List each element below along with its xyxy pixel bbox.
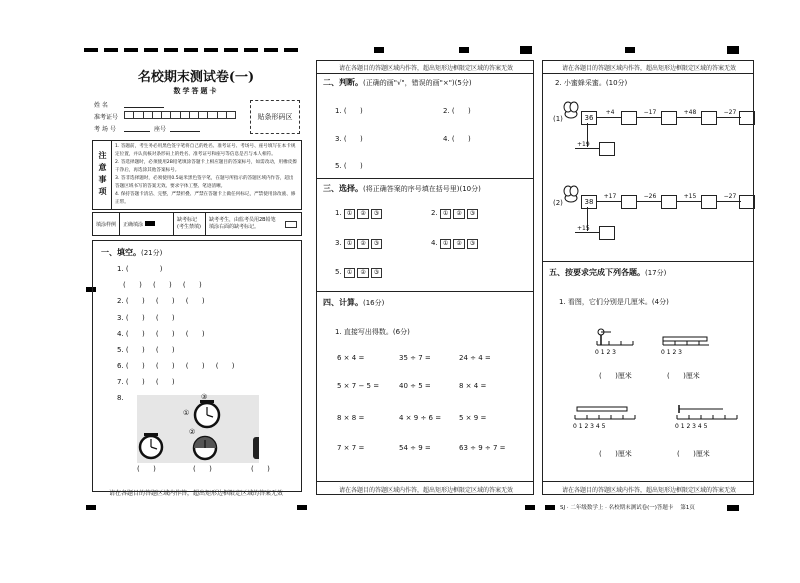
answer-box[interactable] (599, 226, 615, 240)
chain-op: +4 (605, 109, 615, 116)
timing-mark (545, 505, 555, 510)
area-warning: 请在各题目的答题区域内作答，超出矩形边框限定区域的答案无效 (108, 490, 283, 497)
q4b-title: 2. 小蜜蜂采蜜。(10分) (555, 79, 628, 87)
chain-op: +17 (603, 193, 617, 200)
q2-item[interactable]: 4. ( ) (443, 135, 471, 143)
q3-item[interactable]: 5. ① ② ③ (335, 268, 384, 278)
chain-start: 36 (581, 111, 597, 125)
notes-box (92, 140, 302, 210)
timing-mark (144, 48, 158, 52)
note-item: 3. 答非选择题时，必须使用0.5毫米黑色签字笔，在题号所指示的答题区域内作答，超出答题区域书写的答案无效。要求字体工整、笔迹清晰。 (115, 176, 294, 189)
clock-label: ② (189, 428, 196, 436)
chain-op: −26 (643, 193, 657, 200)
chain-op: +15 (683, 193, 697, 200)
q2-item[interactable]: 1. ( ) (335, 107, 363, 115)
name-label: 姓 名 (94, 102, 108, 109)
clock-picture (137, 395, 259, 463)
absent-desc: 缺考考生，由监考员用2B铅笔填涂右面的缺考标记。 (209, 217, 276, 230)
answer-box[interactable] (621, 111, 637, 125)
right-panel (542, 60, 754, 495)
notes-heading: 注意事项 (93, 141, 112, 209)
ruler-nail-icon (675, 401, 739, 435)
ruler-pin-icon (595, 323, 635, 357)
svg-text:0 1 2 3: 0 1 2 3 (595, 349, 616, 356)
id-boxes[interactable] (124, 111, 236, 119)
barcode-area (250, 100, 300, 134)
chain-op: −27 (723, 193, 737, 200)
answer-box[interactable] (739, 111, 755, 125)
cm-blank[interactable]: ( )厘米 (677, 450, 710, 458)
fill-example (92, 212, 302, 236)
chain-start: 38 (581, 195, 597, 209)
clock-label: ③ (201, 393, 208, 401)
timing-mark (459, 47, 469, 53)
q1-row[interactable]: 4. ( ) ( ) ( ) (117, 330, 205, 338)
q3-title: 三、选择。(将正确答案的序号填在括号里)(10分) (323, 184, 481, 193)
timing-mark (625, 47, 635, 53)
timing-mark (124, 48, 138, 52)
middle-panel (316, 60, 534, 495)
calc-item[interactable]: 7 × 7 = (337, 444, 365, 452)
notes-list (115, 143, 297, 207)
timing-mark (374, 47, 384, 53)
q2-title: 二、判断。(正确的画"√"，错误的画"×")(5分) (323, 78, 472, 87)
ruler-stick-icon (573, 401, 637, 435)
clock-blank[interactable]: ( ) (251, 465, 270, 473)
q5-sub: 1. 看图，它们分别是几厘米。(4分) (559, 298, 669, 306)
fill-label: 填涂样例 (96, 222, 117, 228)
q3-item[interactable]: 3. ① ② ③ (335, 239, 384, 249)
timing-mark (244, 48, 258, 52)
answer-box[interactable] (739, 195, 755, 209)
q1-row[interactable]: 5. ( ) ( ) (117, 346, 175, 354)
q1-row[interactable]: 7. ( ) ( ) (117, 378, 175, 386)
answer-box[interactable] (599, 142, 615, 156)
calc-item[interactable]: 40 ÷ 5 = (399, 382, 431, 390)
timing-mark (525, 505, 535, 510)
timing-mark (727, 46, 739, 54)
timing-mark (164, 48, 178, 52)
ruler-pencil-icon (661, 323, 711, 357)
area-warning: 请在各题目的答题区域内作答，超出矩形边框限定区域的答案无效 (338, 65, 513, 72)
svg-text:0 1 2 3: 0 1 2 3 (661, 349, 682, 356)
left-panel (90, 60, 302, 498)
bee-chain-1 (553, 101, 753, 161)
calc-item[interactable]: 8 × 4 = (459, 382, 487, 390)
alarm-clock-icon (140, 433, 162, 458)
calc-item[interactable]: 8 × 8 = (337, 414, 365, 422)
timing-mark (727, 505, 739, 511)
area-warning: 请在各题目的答题区域内作答，超出矩形边框限定区域的答案无效 (561, 65, 736, 72)
bee-icon (561, 185, 581, 205)
cm-blank[interactable]: ( )厘米 (599, 450, 632, 458)
q3-item[interactable]: 2. ① ② ③ (431, 209, 480, 219)
barcode-label: 贴条形码区 (257, 113, 293, 121)
room-label: 考 场 号 (94, 126, 116, 133)
clock-blank[interactable]: ( ) (137, 465, 156, 473)
calc-item[interactable]: 54 ÷ 9 = (399, 444, 431, 452)
digital-clock-icon (253, 437, 259, 459)
exam-subtitle: 数学答题卡 (173, 87, 219, 95)
clock-blank[interactable]: ( ) (193, 465, 212, 473)
timing-mark (264, 48, 278, 52)
timing-mark (224, 48, 238, 52)
q4-sub: 1. 直接写出得数。(6分) (335, 328, 410, 336)
absent-box[interactable] (285, 221, 297, 228)
cm-blank[interactable]: ( )厘米 (667, 372, 700, 380)
bee-icon (561, 101, 581, 121)
answer-box[interactable] (701, 195, 717, 209)
q1-row[interactable]: 1. ( ) (117, 265, 163, 273)
seat-field[interactable] (170, 131, 200, 132)
q1-box (92, 240, 302, 492)
id-label: 准考证号 (94, 114, 119, 121)
chain-op: +48 (683, 109, 697, 116)
answer-box[interactable] (621, 195, 637, 209)
chain-op: +19 (577, 141, 590, 148)
q4-title: 四、计算。(16分) (323, 298, 385, 307)
bee-chain-2 (553, 185, 753, 245)
q2-item[interactable]: 3. ( ) (335, 135, 363, 143)
q3-item[interactable]: 4. ① ② ③ (431, 239, 480, 249)
timing-mark (204, 48, 218, 52)
q1-row[interactable]: ( ) ( ) ( ) (123, 281, 202, 289)
calc-item[interactable]: 63 ÷ 9 ÷ 7 = (459, 444, 506, 452)
exam-title: 名校期末测试卷(一) (137, 70, 255, 85)
filled-box (145, 221, 155, 226)
chain-label: (2) (553, 199, 563, 207)
timing-mark (86, 505, 96, 510)
timing-mark (297, 505, 307, 510)
chain-op: −17 (643, 109, 657, 116)
svg-text:0 1 2 3 4 5: 0 1 2 3 4 5 (573, 423, 606, 430)
timing-mark (284, 48, 298, 52)
timing-mark (520, 46, 532, 54)
calc-item[interactable]: 5 × 7 − 5 = (337, 382, 380, 390)
page-footer: SJ · 二年级数学上 · 名校期末测试卷(一)答题卡 第1页 (560, 505, 695, 511)
timing-mark (104, 48, 118, 52)
seat-label: 座号 (154, 126, 167, 133)
q1-row[interactable]: 2. ( ) ( ) ( ) (117, 297, 205, 305)
room-field[interactable] (124, 131, 150, 132)
alarm-clock-icon (194, 437, 216, 459)
note-item: 4. 保持答题卡清洁、完整，严禁折叠、严禁在答题卡上做任何标记，严禁使用涂改液、修正带。 (115, 192, 296, 205)
calc-item[interactable]: 4 × 9 ÷ 6 = (399, 414, 442, 422)
calc-item[interactable]: 24 ÷ 4 = (459, 354, 491, 362)
fill-correct: 正确填涂 (123, 222, 144, 228)
area-warning: 请在各题目的答题区域内作答，超出矩形边框限定区域的答案无效 (561, 487, 736, 494)
q1-row[interactable]: 6. ( ) ( ) ( ) ( ) (117, 362, 235, 370)
q5-title: 五、按要求完成下列各题。(17分) (549, 268, 667, 277)
q2-item[interactable]: 5. ( ) (335, 162, 363, 170)
timing-mark (84, 48, 98, 52)
note-item: 2. 答选择题时，必须使用2B铅笔填涂答题卡上相应题目的答案标号，如需改动，用橡皮擦干净后，再选涂其他答案标号。 (115, 160, 297, 173)
calc-item[interactable]: 6 × 4 = (337, 354, 365, 362)
calc-item[interactable]: 35 ÷ 7 = (399, 354, 431, 362)
chain-op: +15 (577, 225, 590, 232)
calc-item[interactable]: 5 × 9 = (459, 414, 487, 422)
q1-row[interactable]: 3. ( ) ( ) (117, 314, 175, 322)
q2-item[interactable]: 2. ( ) (443, 107, 471, 115)
absent-label: 缺考标记(考生禁填) (177, 217, 201, 230)
q3-item[interactable]: 1. ① ② ③ (335, 209, 384, 219)
q1-row: 8. (117, 394, 124, 402)
q1-title: 一、填空。(21分) (101, 248, 163, 257)
chain-op: −27 (723, 109, 737, 116)
alarm-clock-icon (195, 400, 219, 427)
cm-blank[interactable]: ( )厘米 (599, 372, 632, 380)
name-field[interactable] (124, 107, 164, 108)
chain-label: (1) (553, 115, 563, 123)
clock-label: ① (183, 409, 190, 417)
answer-box[interactable] (701, 111, 717, 125)
area-warning: 请在各题目的答题区域内作答，超出矩形边框限定区域的答案无效 (338, 487, 513, 494)
answer-box[interactable] (661, 195, 677, 209)
svg-text:0 1 2 3 4 5: 0 1 2 3 4 5 (675, 423, 708, 430)
timing-mark (184, 48, 198, 52)
answer-box[interactable] (661, 111, 677, 125)
note-item: 1. 答题前，考生务必用黑色签字笔将自己的姓名、准考证号、考场号、座号填写在本卡规定位置，并认真核对条形码上的姓名、准考证号和座号等信息是否与本人相符。 (115, 144, 296, 157)
